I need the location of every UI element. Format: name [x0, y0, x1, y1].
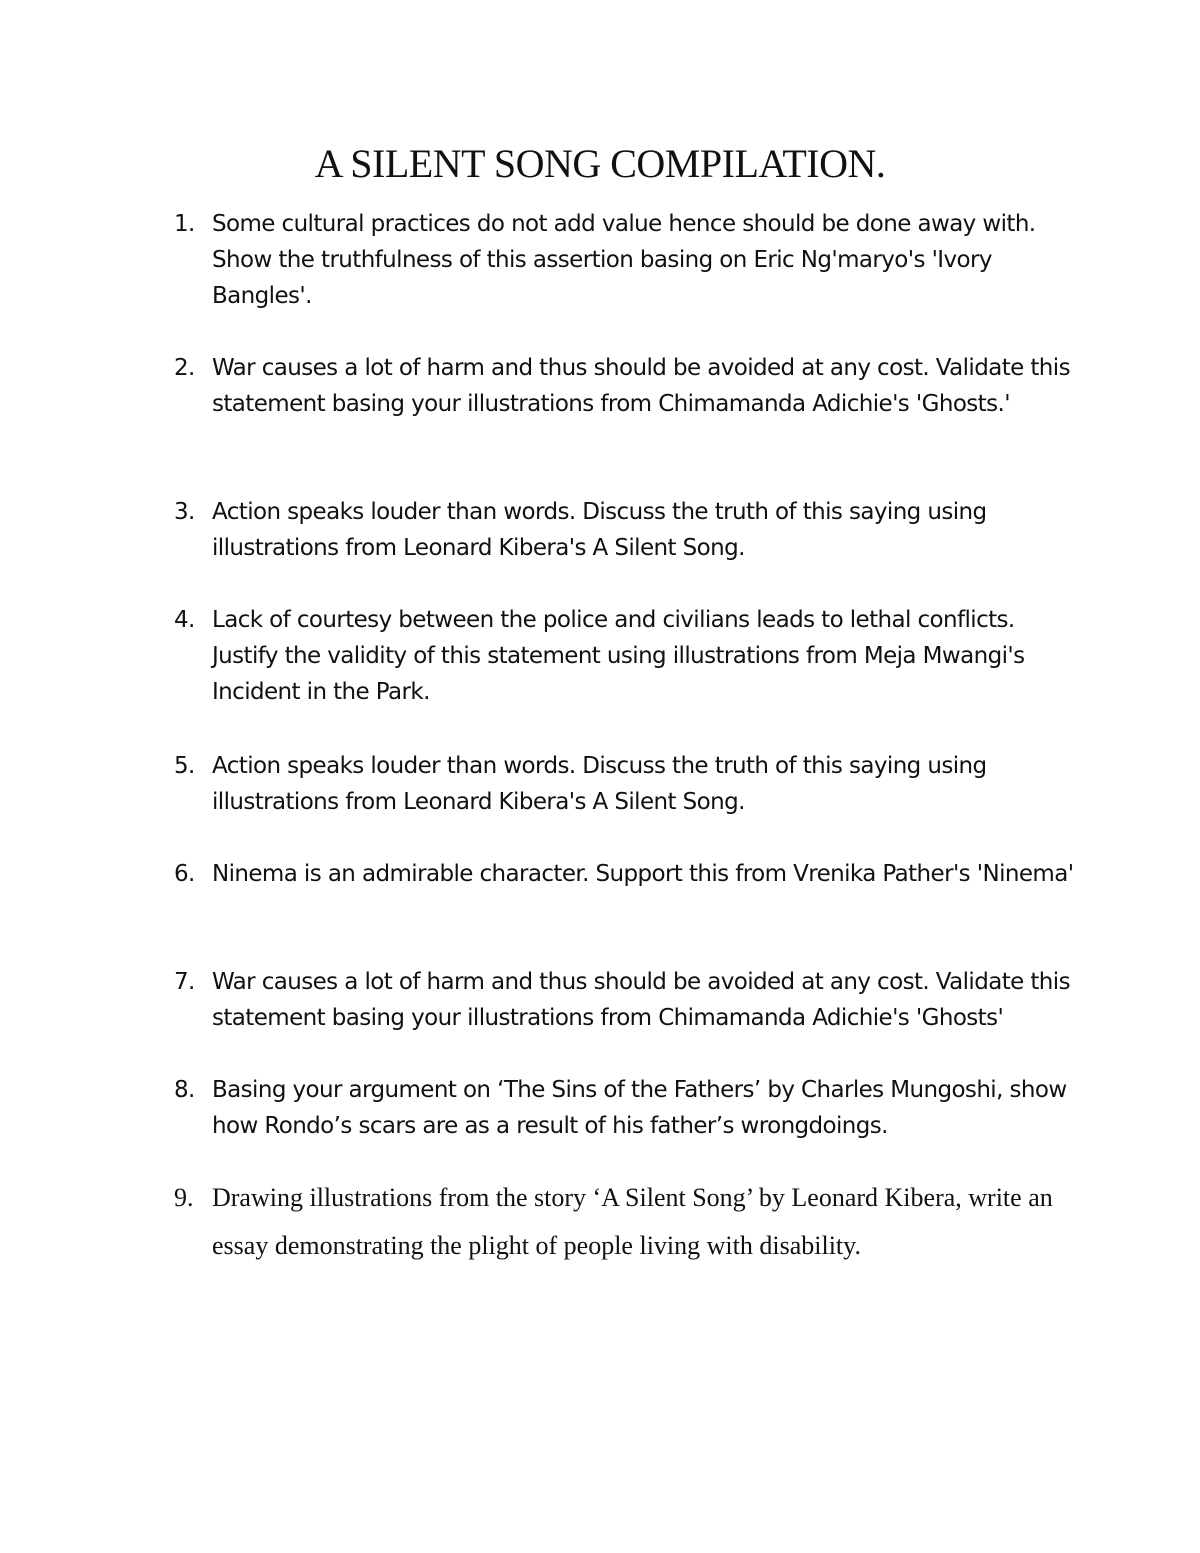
question-text: Basing your argument on ‘The Sins of the Fathers’ by Charles Mungoshi, show how Rondo’s scars are as a result of his father’s wrongdoings. — [212, 1077, 1067, 1139]
question-number: 2. — [174, 355, 195, 381]
question-number: 7. — [174, 969, 195, 995]
question-number: 5. — [174, 753, 195, 779]
question-text: Ninema is an admirable character. Support this from Vrenika Pather's 'Ninema' — [212, 861, 1074, 887]
question-number: 6. — [174, 861, 195, 887]
question-text: Lack of courtesy between the police and civilians leads to lethal conflicts. Justify the validity of this statement using illustrations from Meja Mwangi's Incident in the Park. — [212, 607, 1025, 705]
question-number: 9. — [174, 1183, 194, 1212]
question-text: Action speaks louder than words. Discuss the truth of this saying using illustrations from Leonard Kibera's A Silent Song. — [212, 753, 987, 815]
question-item-8 — [174, 1072, 1074, 1144]
question-item-4 — [174, 602, 1074, 710]
page-title: A SILENT SONG COMPILATION. — [314, 141, 886, 186]
question-text: Action speaks louder than words. Discuss the truth of this saying using illustrations from Leonard Kibera's A Silent Song. — [212, 499, 987, 561]
question-item-2 — [174, 350, 1074, 422]
question-number: 3. — [174, 499, 195, 525]
question-item-7 — [174, 964, 1074, 1036]
question-item-3 — [174, 494, 1074, 566]
question-text: War causes a lot of harm and thus should be avoided at any cost. Validate this statement basing your illustrations from Chimamanda Adichie's 'Ghosts' — [212, 969, 1070, 1031]
question-item-9 — [174, 1174, 1074, 1270]
question-number: 1. — [174, 211, 195, 237]
question-item-6 — [174, 856, 1074, 892]
question-text: War causes a lot of harm and thus should be avoided at any cost. Validate this statement basing your illustrations from Chimamanda Adichie's 'Ghosts.' — [212, 355, 1070, 417]
question-item-1 — [174, 206, 1074, 314]
question-item-5 — [174, 748, 1074, 820]
question-number: 8. — [174, 1077, 195, 1103]
question-number: 4. — [174, 607, 195, 633]
question-text: Some cultural practices do not add value hence should be done away with. Show the truthfulness of this assertion basing on Eric Ng'maryo's 'Ivory Bangles'. — [212, 211, 1036, 309]
question-text: Drawing illustrations from the story ‘A Silent Song’ by Leonard Kibera, write an essay demonstrating the plight of people living with disability. — [212, 1183, 1053, 1260]
